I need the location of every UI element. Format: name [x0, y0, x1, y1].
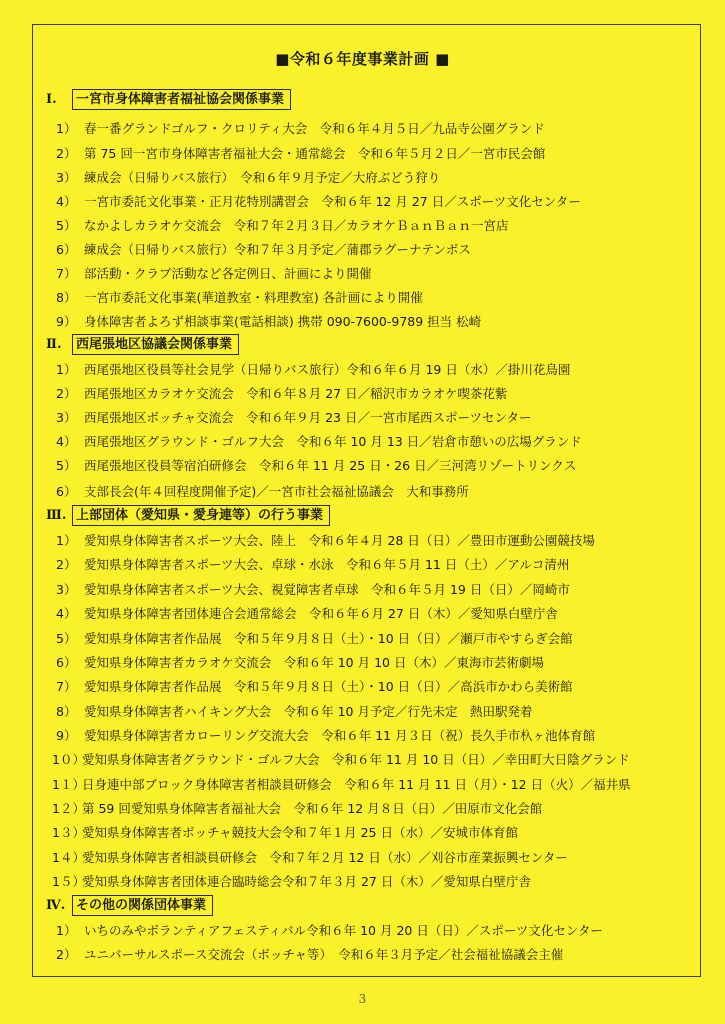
item-text: 愛知県身体障害者カローリング交流大会 令和６年 11 月３日（祝）長久手市杁ヶ池体育館 [84, 728, 596, 743]
item-text: 一宮市委託文化事業・正月花特別講習会 令和６年 12 月 27 日／スポーツ文化センター [84, 194, 581, 209]
item-number: 1） [56, 121, 77, 136]
item-text: 西尾張地区カラオケ交流会 令和６年８月 27 日／稲沢市カラオケ喫茶花紫 [84, 386, 508, 401]
item-number: 2） [56, 146, 77, 161]
item-number: 5） [56, 218, 77, 233]
section-heading [46, 333, 239, 355]
item-number: 1） [56, 362, 77, 377]
item-text: 部活動・クラブ活動など各定例日、計画により開催 [84, 266, 372, 281]
item-text: 愛知県身体障害者スポーツ大会、卓球・水泳 令和６年５月 11 日（土）／アルコ清州 [84, 557, 570, 572]
item-number: 6） [56, 655, 77, 670]
list-item [52, 820, 518, 844]
list-item [56, 942, 563, 966]
item-text: 春一番グランドゴルフ・クロリティ大会 令和６年４月５日／九品寺公園グランド [84, 121, 545, 136]
section-number: Ⅲ. [46, 507, 67, 523]
item-text: 練成会（日帰りバス旅行） 令和６年９月予定／大府ぶどう狩り [84, 170, 441, 185]
item-number: 3） [56, 410, 77, 425]
item-text: 第 75 回一宮市身体障害者福祉大会・通常総会 令和６年５月２日／一宮市民会館 [84, 146, 546, 161]
item-text: 愛知県身体障害者作品展 令和５年９月８日（土）・10 日（日）／高浜市かわら美術館 [84, 679, 573, 694]
item-number: 4） [56, 606, 77, 621]
list-item [56, 141, 545, 165]
item-text: 一宮市委託文化事業(華道教室・料理教室) 各計画により開催 [84, 290, 423, 305]
list-item [56, 650, 544, 674]
list-item [56, 723, 595, 747]
item-number: 4） [56, 434, 77, 449]
item-number: 5） [56, 458, 77, 473]
item-text: いちのみやボランティアフェスティバル令和６年 10 月 20 日（日）／スポーツ文化センター [84, 923, 603, 938]
item-text: 愛知県身体障害者相談員研修会 令和７年２月 12 日（水）／刈谷市産業振興センター [82, 850, 568, 865]
list-item [56, 453, 576, 477]
item-text: 支部長会(年４回程度開催予定)／一宮市社会福祉協議会 大和事務所 [84, 484, 469, 499]
item-number: 9） [56, 728, 77, 743]
section-number: Ⅰ. [46, 91, 57, 107]
item-text: 愛知県身体障害者団体連合会通常総会 令和６年６月 27 日（木）／愛知県白壁庁舎 [84, 606, 558, 621]
item-number: 8） [56, 290, 77, 305]
list-item [56, 479, 469, 503]
list-item [56, 918, 603, 942]
item-text: 愛知県身体障害者団体連合臨時総会令和７年３月 27 日（木）／愛知県白壁庁舎 [82, 874, 531, 889]
item-number: 1２） [52, 801, 85, 816]
item-number: 5） [56, 631, 77, 646]
item-text: 日身連中部ブロック身体障害者相談員研修会 令和６年 11 月 11 日（月）・12 日（火）／福井県 [82, 777, 631, 792]
item-text: 西尾張地区グラウンド・ゴルフ大会 令和６年 10 月 13 日／岩倉市憩いの広場グランド [84, 434, 582, 449]
list-item [56, 237, 471, 261]
list-item [56, 116, 545, 140]
section-title: 一宮市身体障害者福祉協会関係事業 [72, 89, 291, 110]
item-text: 西尾張地区ボッチャ交流会 令和６年９月 23 日／一宮市尾西スポーツセンター [84, 410, 532, 425]
list-item [56, 357, 570, 381]
list-item [56, 189, 581, 213]
list-item [56, 261, 372, 285]
page-title: ■令和６年度事業計画 ■ [275, 50, 450, 68]
item-text: 愛知県身体障害者ハイキング大会 令和６年 10 月予定／行先未定 熱田駅発着 [84, 704, 533, 719]
item-number: 1４） [52, 850, 85, 865]
section-heading [46, 504, 330, 526]
section-heading [46, 894, 213, 916]
section-heading [46, 88, 291, 110]
list-item [56, 552, 569, 576]
item-number: 2） [56, 947, 77, 962]
item-number: 2） [56, 557, 77, 572]
page-number: 3 [358, 992, 367, 1006]
item-number: 9） [56, 314, 77, 329]
item-number: 1０） [52, 752, 85, 767]
section-number: Ⅳ. [46, 897, 66, 913]
item-number: 6） [56, 484, 77, 499]
list-item [56, 577, 570, 601]
section-title: 西尾張地区協議会関係事業 [72, 334, 239, 355]
list-item [56, 309, 481, 333]
list-item [56, 674, 573, 698]
item-number: 2） [56, 386, 77, 401]
item-text: 身体障害者よろず相談事業(電話相談) 携帯 090-7600-9789 担当 松崎 [84, 314, 482, 329]
list-item [56, 165, 440, 189]
section-title: その他の関係団体事業 [72, 895, 213, 916]
item-number: 7） [56, 679, 77, 694]
item-number: 6） [56, 242, 77, 257]
list-item [56, 213, 509, 237]
item-text: 愛知県身体障害者グラウンド・ゴルフ大会 令和６年 11 月 10 日（日）／幸田町大日陰グランド [82, 752, 630, 767]
item-number: 8） [56, 704, 77, 719]
item-text: 練成会（日帰りバス旅行）令和７年３月予定／蒲郡ラグーナテンボス [84, 242, 471, 257]
item-text: 西尾張地区役員等宿泊研修会 令和６年 11 月 25 日・26 日／三河湾リゾートリンクス [84, 458, 577, 473]
item-text: 愛知県身体障害者ボッチャ競技大会令和７年１月 25 日（水）／安城市体育館 [82, 825, 518, 840]
item-text: 愛知県身体障害者作品展 令和５年９月８日（土）・10 日（日）／瀬戸市やすらぎ会館 [84, 631, 573, 646]
item-number: 1３） [52, 825, 85, 840]
list-item [56, 381, 507, 405]
list-item [56, 528, 595, 552]
list-item [52, 747, 630, 771]
item-text: 愛知県身体障害者スポーツ大会、視覚障害者卓球 令和６年５月 19 日（日）／岡崎市 [84, 582, 570, 597]
item-number: 4） [56, 194, 77, 209]
item-number: 1） [56, 923, 77, 938]
list-item [56, 429, 582, 453]
list-item [56, 699, 532, 723]
item-text: なかよしカラオケ交流会 令和７年２月３日／カラオケＢａｎＢａｎ一宮店 [84, 218, 509, 233]
section-number: Ⅱ. [46, 336, 62, 352]
list-item [52, 845, 568, 869]
list-item [52, 796, 543, 820]
section-title: 上部団体（愛知県・愛身連等）の行う事業 [72, 505, 330, 526]
item-number: 1１） [52, 777, 85, 792]
list-item [56, 601, 558, 625]
item-number: 3） [56, 170, 77, 185]
list-item [52, 869, 531, 893]
list-item [56, 285, 423, 309]
item-text: ユニバーサルスポース交流会（ボッチャ等） 令和６年３月予定／社会福祉協議会主催 [84, 947, 564, 962]
item-text: 愛知県身体障害者スポーツ大会、陸上 令和６年４月 28 日（日）／豊田市運動公園競技場 [84, 533, 595, 548]
item-number: 3） [56, 582, 77, 597]
list-item [56, 626, 573, 650]
list-item [52, 772, 631, 796]
item-number: 1５） [52, 874, 85, 889]
list-item [56, 405, 531, 429]
item-number: 1） [56, 533, 77, 548]
item-number: 7） [56, 266, 77, 281]
item-text: 愛知県身体障害者カラオケ交流会 令和６年 10 月 10 日（木）／東海市芸術劇場 [84, 655, 544, 670]
item-text: 西尾張地区役員等社会見学（日帰りバス旅行）令和６年６月 19 日（水）／掛川花鳥園 [84, 362, 571, 377]
item-text: 第 59 回愛知県身体障害者福祉大会 令和６年 12 月８日（日）／田原市文化会館 [82, 801, 543, 816]
